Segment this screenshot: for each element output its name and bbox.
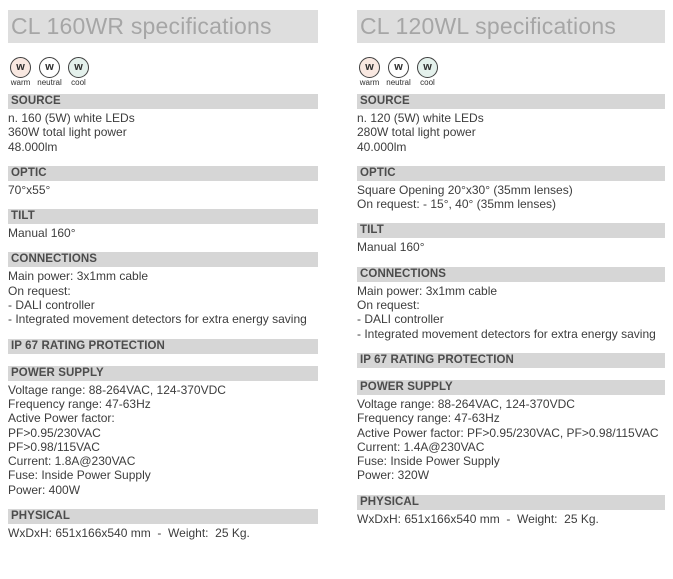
section-heading: POWER SUPPLY <box>357 380 665 395</box>
spec-line: WxDxH: 651x166x540 mm - Weight: 25 Kg. <box>357 511 599 526</box>
section-heading: PHYSICAL <box>357 495 665 510</box>
swatch-label: neutral <box>386 78 411 87</box>
spec-line: Main power: 3x1mm cable <box>357 283 498 298</box>
spec-section <box>8 366 318 497</box>
swatch-neutral <box>386 57 411 88</box>
swatch-letter: w <box>45 61 54 73</box>
spec-line: Power: 320W <box>357 468 430 483</box>
spec-line: - DALI controller <box>357 312 444 327</box>
spec-line: - Integrated movement detectors for extra energy saving <box>8 312 307 327</box>
swatch-warm <box>8 57 33 88</box>
swatch-letter: w <box>394 61 403 73</box>
spec-section <box>8 339 318 354</box>
swatch-cool <box>66 57 91 88</box>
swatch-neutral <box>37 57 62 88</box>
spec-line: Current: 1.4A@230VAC <box>357 439 485 454</box>
section-heading: IP 67 RATING PROTECTION <box>8 339 318 354</box>
swatch-letter: w <box>74 61 83 73</box>
color-temperature-swatches <box>8 57 318 88</box>
spec-column-left <box>8 10 318 552</box>
spec-line: Power: 400W <box>8 482 81 497</box>
spec-line: 40.000lm <box>357 139 407 154</box>
spec-section <box>8 166 318 197</box>
swatch-label: cool <box>71 78 86 87</box>
spec-line: Fuse: Inside Power Supply <box>357 454 500 469</box>
spec-section <box>357 495 665 526</box>
cool-white-led-icon <box>417 57 438 78</box>
section-heading: TILT <box>8 209 318 224</box>
swatch-warm <box>357 57 382 88</box>
warm-white-led-icon <box>10 57 31 78</box>
color-temperature-swatches <box>357 57 665 88</box>
spec-line: On request: <box>357 298 420 313</box>
spec-section <box>8 509 318 540</box>
spec-line: Frequency range: 47-63Hz <box>357 411 500 426</box>
spec-sheet <box>8 10 665 552</box>
spec-line: Fuse: Inside Power Supply <box>8 468 151 483</box>
spec-section <box>357 380 665 483</box>
spec-line: 48.000lm <box>8 139 58 154</box>
section-heading: OPTIC <box>8 166 318 181</box>
spec-section <box>357 267 665 341</box>
spec-line: Voltage range: 88-264VAC, 124-370VDC <box>357 396 575 411</box>
section-heading: CONNECTIONS <box>357 267 665 282</box>
column-title: CL 120WL specifications <box>357 10 665 43</box>
section-heading: SOURCE <box>8 94 318 109</box>
section-heading: SOURCE <box>357 94 665 109</box>
spec-section <box>357 353 665 368</box>
spec-line: - DALI controller <box>8 298 95 313</box>
section-heading: OPTIC <box>357 166 665 181</box>
column-title: CL 160WR specifications <box>8 10 318 43</box>
spec-line: WxDxH: 651x166x540 mm - Weight: 25 Kg. <box>8 526 250 541</box>
spec-line: Main power: 3x1mm cable <box>8 269 149 284</box>
spec-section <box>8 94 318 154</box>
swatch-label: cool <box>420 78 435 87</box>
section-heading: PHYSICAL <box>8 509 318 524</box>
swatch-label: warm <box>359 78 380 87</box>
spec-line: On request: <box>8 283 71 298</box>
neutral-white-led-icon <box>39 57 60 78</box>
spec-line: Voltage range: 88-264VAC, 124-370VDC <box>8 382 226 397</box>
spec-section <box>8 252 318 326</box>
section-heading: POWER SUPPLY <box>8 366 318 381</box>
spec-section <box>357 166 665 212</box>
section-heading: IP 67 RATING PROTECTION <box>357 353 665 368</box>
spec-line: Frequency range: 47-63Hz <box>8 396 151 411</box>
spec-line: Square Opening 20°x30° (35mm lenses) <box>357 182 573 197</box>
spec-line: - Integrated movement detectors for extra energy saving <box>357 326 656 341</box>
swatch-cool <box>415 57 440 88</box>
warm-white-led-icon <box>359 57 380 78</box>
spec-line: Manual 160° <box>8 226 76 241</box>
spec-line: 280W total light power <box>357 125 476 140</box>
swatch-letter: w <box>365 61 374 73</box>
spec-section <box>8 209 318 240</box>
spec-line: On request: - 15°, 40° (35mm lenses) <box>357 197 557 212</box>
spec-section <box>357 223 665 254</box>
cool-white-led-icon <box>68 57 89 78</box>
spec-line: n. 160 (5W) white LEDs <box>8 111 135 125</box>
spec-line: 70°x55° <box>8 182 51 197</box>
spec-line: Manual 160° <box>357 240 425 255</box>
spec-line: n. 120 (5W) white LEDs <box>357 111 484 125</box>
spec-column-right <box>357 10 665 552</box>
spec-line: Active Power factor: PF>0.95/230VAC, PF>0.98/115VAC <box>357 425 659 440</box>
spec-line: Active Power factor: <box>8 411 115 426</box>
swatch-letter: w <box>16 61 25 73</box>
spec-line: Current: 1.8A@230VAC <box>8 454 136 469</box>
spec-line: PF>0.98/115VAC <box>8 439 100 454</box>
spec-line: 360W total light power <box>8 125 127 140</box>
swatch-label: warm <box>10 78 31 87</box>
neutral-white-led-icon <box>388 57 409 78</box>
section-heading: TILT <box>357 223 665 238</box>
spec-section <box>357 94 665 154</box>
section-heading: CONNECTIONS <box>8 252 318 267</box>
swatch-letter: w <box>423 61 432 73</box>
swatch-label: neutral <box>37 78 62 87</box>
spec-line: PF>0.95/230VAC <box>8 425 101 440</box>
